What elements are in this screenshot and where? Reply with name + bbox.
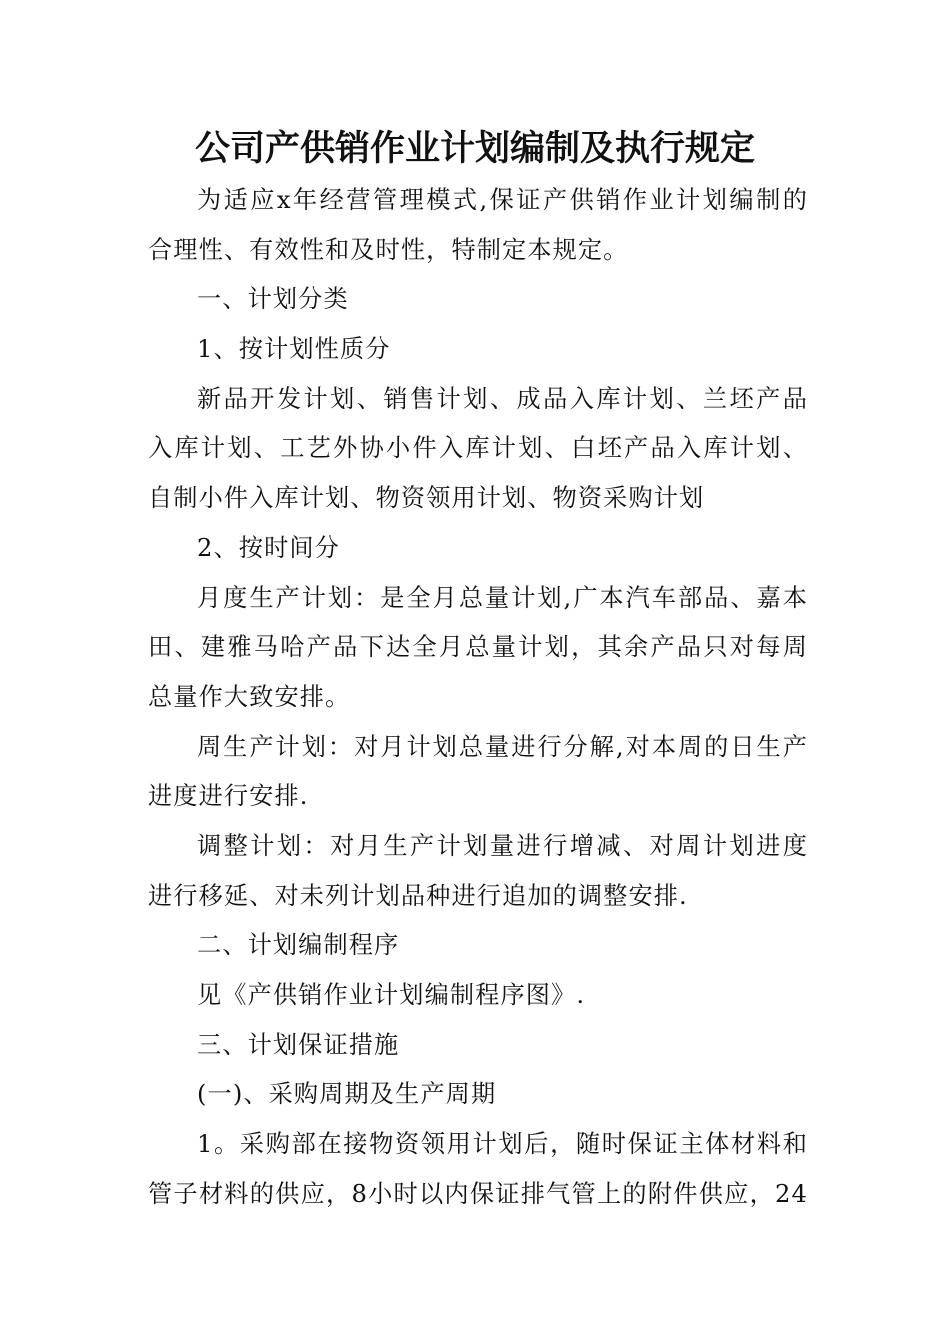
- paragraph-line: 新品开发计划、销售计划、成品入库计划、兰坯产品: [197, 384, 808, 413]
- paragraph-line: 总量作大致安排。: [148, 682, 351, 711]
- document-title: 公司产供销作业计划编制及执行规定: [194, 128, 755, 169]
- paragraph-line: 合理性、有效性和及时性，特制定本规定。: [148, 235, 629, 264]
- section-heading: 一、计划分类: [197, 285, 349, 314]
- paragraph-line: 为适应x年经营管理模式,保证产供销作业计划编制的: [197, 186, 808, 214]
- paragraph-line: 管子材料的供应，8小时以内保证排气管上的附件供应，24: [148, 1179, 808, 1208]
- paragraph-line: 自制小件入库计划、物资领用计划、物资采购计划: [148, 484, 705, 513]
- subsection-heading: 2、按时间分: [197, 533, 340, 562]
- subsection-heading: (一)、采购周期及生产周期: [197, 1080, 497, 1109]
- section-heading: 三、计划保证措施: [197, 1030, 400, 1059]
- subsection-heading: 1、按计划性质分: [197, 335, 391, 364]
- paragraph-line: 田、建雅马哈产品下达全月总量计划，其余产品只对每周: [148, 633, 808, 662]
- paragraph-line: 进度进行安排.: [148, 782, 309, 811]
- paragraph-line: 周生产计划：对月计划总量进行分解,对本周的日生产: [197, 732, 808, 761]
- document-body: [148, 176, 808, 1219]
- paragraph-line: 调整计划：对月生产计划量进行增减、对周计划进度: [197, 831, 808, 860]
- paragraph-line: 月度生产计划：是全月总量计划,广本汽车部品、嘉本: [197, 583, 808, 612]
- section-heading: 二、计划编制程序: [197, 931, 400, 960]
- paragraph-line: 见《产供销作业计划编制程序图》.: [197, 981, 586, 1009]
- paragraph-line: 1。采购部在接物资领用计划后，随时保证主体材料和: [197, 1130, 808, 1159]
- paragraph-line: 入库计划、工艺外协小件入库计划、白坯产品入库计划、: [148, 434, 808, 463]
- paragraph-line: 进行移延、对未列计划品种进行追加的调整安排.: [148, 881, 688, 910]
